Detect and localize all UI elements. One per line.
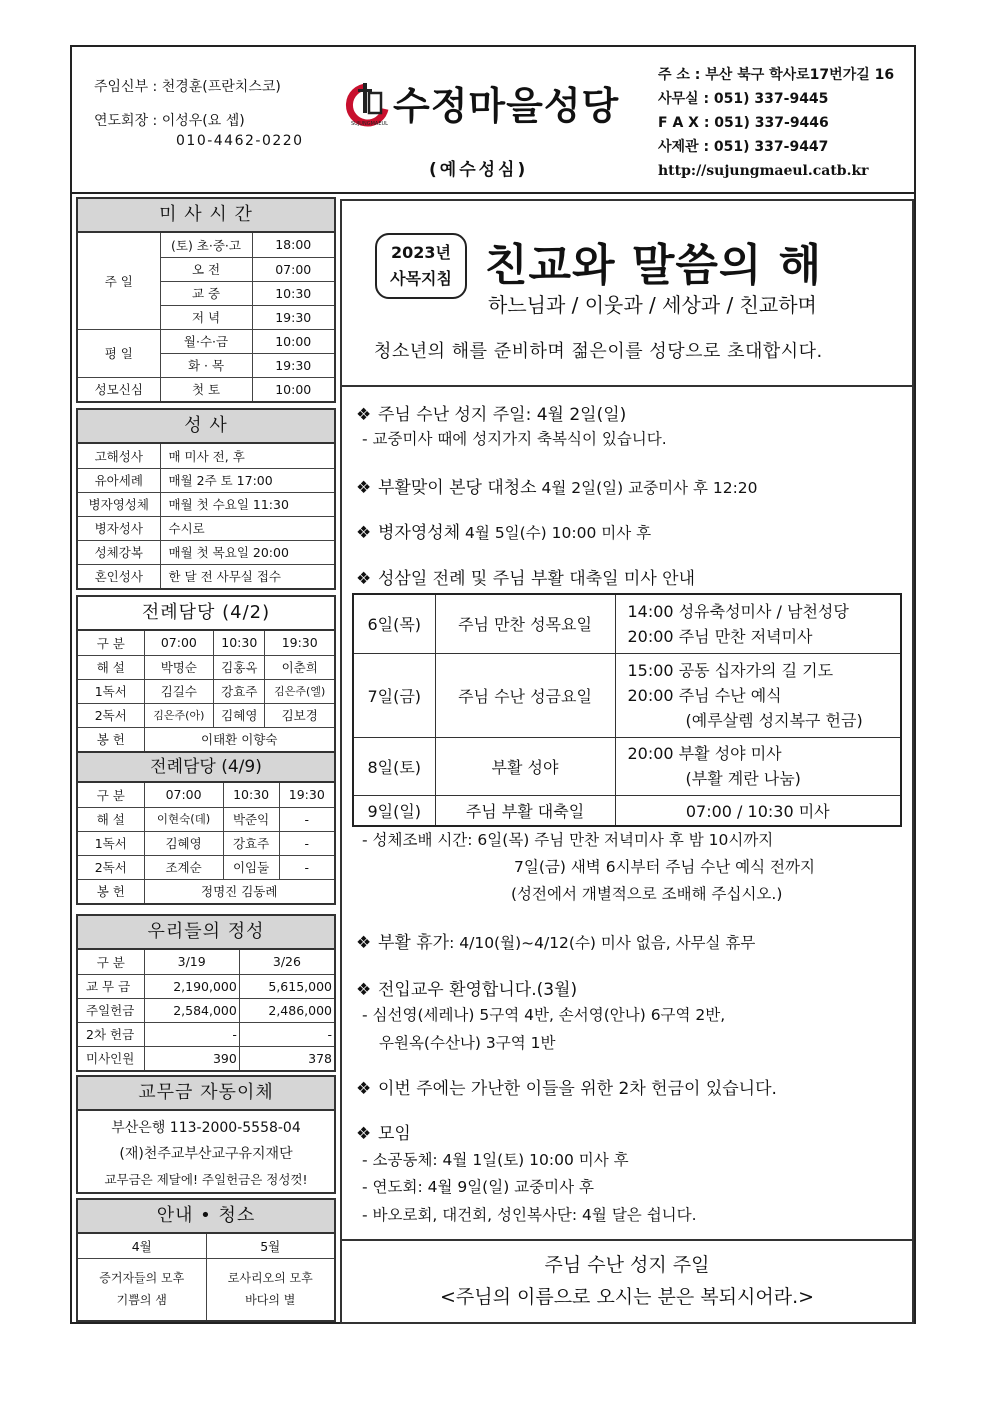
liturgy-head: 구 분	[78, 783, 144, 807]
office-phone: 사무실 : 051) 337-9445	[658, 91, 829, 107]
offering-title: 우리들의 정성	[78, 916, 334, 950]
offering-label: 주일헌금	[78, 998, 144, 1022]
council-phone: 010-4462-0220	[176, 133, 304, 149]
badge-label: 사목지침	[390, 269, 452, 288]
notice-detail: : 4/10(월)~4/12(수) 미사 없음, 사무실 휴무	[449, 934, 756, 952]
sacrament-info: 매 미사 전, 후	[160, 444, 334, 468]
offering-box	[76, 914, 336, 1072]
liturgy-head: 19:30	[279, 783, 334, 807]
notice-title: 모임	[378, 1124, 411, 1144]
schedule-line: (예루살렘 성지복구 헌금)	[685, 710, 863, 730]
mass-time: 10:30	[252, 281, 334, 305]
mass-time: 19:30	[252, 353, 334, 377]
meeting-line: - 바오로회, 대건회, 성인복사단: 4월 달은 쉽니다.	[362, 1206, 697, 1224]
liturgy-role: 해 설	[78, 655, 144, 679]
schedule-day: 9일(일)	[353, 795, 435, 826]
pastoral-banner	[342, 201, 912, 387]
contact-info	[658, 63, 894, 183]
group-name: 바다의 별	[245, 1293, 296, 1308]
notice-title: 병자영성체	[378, 523, 461, 543]
liturgy-head: 19:30	[265, 631, 334, 655]
mass-times-table	[78, 233, 334, 401]
offering-amount: 2,486,000	[239, 998, 334, 1022]
year-theme: 친교와 말씀의 해	[485, 240, 823, 291]
account-holder: (재)천주교부산교구유지재단	[119, 1146, 293, 1162]
offering-label: 교 무 금	[78, 974, 144, 998]
bullet-icon: ❖	[356, 980, 372, 1000]
mass-name: 저 녁	[160, 305, 252, 329]
sunday-label: 주 일	[78, 233, 160, 329]
autopay-title: 교무금 자동이체	[78, 1077, 334, 1111]
sacrament-info: 매월 첫 목요일 20:00	[160, 540, 334, 564]
mass-name: (토) 초·중·고	[160, 233, 252, 257]
offering-label: 2차 헌금	[78, 1022, 144, 1046]
mass-name: 교 중	[160, 281, 252, 305]
notice-title: 이번 주에는 가난한 이들을 위한 2차 헌금이 있습니다.	[378, 1079, 777, 1099]
schedule-times	[615, 594, 901, 653]
schedule-line: 14:00 성유축성미사 / 남천성당	[627, 601, 849, 621]
liturgy-cell: 강효주	[214, 679, 265, 703]
offering-table	[78, 950, 334, 1070]
liturgy-cell: 김길수	[144, 679, 214, 703]
offertory-names: 정명진 김동례	[144, 879, 334, 903]
mass-name: 화 · 목	[160, 353, 252, 377]
liturgy-cell: 김혜영	[214, 703, 265, 727]
sacrament-info: 매월 첫 수요일 11:30	[160, 492, 334, 516]
meeting-line: - 소공동체: 4월 1일(토) 10:00 미사 후	[362, 1151, 629, 1169]
offering-amount: -	[144, 1022, 239, 1046]
sacrament-name: 병자성사	[78, 516, 160, 540]
parish-logo	[345, 75, 650, 131]
bullet-icon: ❖	[356, 569, 372, 589]
notice-second-collection	[356, 1074, 777, 1099]
liturgy-table-0402	[78, 631, 334, 751]
offering-head: 3/26	[239, 950, 334, 974]
liturgy-box	[76, 595, 336, 905]
liturgy-head: 10:30	[214, 631, 265, 655]
mass-time: 10:00	[252, 377, 334, 401]
notice-communion-sick	[356, 518, 651, 543]
sacraments-table	[78, 444, 334, 588]
theme-invitation: 청소년의 해를 준비하며 젊은이를 성당으로 초대합시다.	[374, 341, 823, 362]
sacrament-info: 매월 2주 토 17:00	[160, 468, 334, 492]
schedule-liturgy: 주님 만찬 성목요일	[435, 594, 615, 653]
schedule-day: 8일(토)	[353, 737, 435, 795]
notice-title: 부활맞이 본당 대청소	[378, 478, 537, 498]
cleaning-group-april	[78, 1258, 206, 1320]
adoration-line-2: 7일(금) 새벽 6시부터 주님 수난 예식 전까지	[514, 858, 815, 876]
schedule-line: 20:00 부활 성야 미사	[627, 744, 782, 763]
schedule-day: 7일(금)	[353, 653, 435, 737]
bulletin-header	[72, 47, 914, 194]
liturgy-cell: 이현숙(데)	[144, 807, 223, 831]
liturgy-table-0409	[78, 783, 334, 903]
liturgy-role: 봉 헌	[78, 879, 144, 903]
notice-triduum	[356, 564, 695, 589]
liturgy-cell: -	[279, 807, 334, 831]
offering-amount: -	[239, 1022, 334, 1046]
parish-name: 수정마을성당	[393, 84, 620, 128]
autopay-body	[78, 1111, 334, 1193]
notice-title: 성삼일 전례 및 주님 부활 대축일 미사 안내	[378, 569, 696, 589]
notice-meetings	[356, 1119, 411, 1144]
liturgy-cell: 이임둘	[223, 855, 279, 879]
bullet-icon: ❖	[356, 1124, 372, 1144]
cleaning-box	[76, 1198, 336, 1322]
adoration-line-3: (성전에서 개별적으로 조배해 주십시오.)	[511, 885, 783, 903]
sacrament-name: 병자영성체	[78, 492, 160, 516]
liturgy-cell: 김은주(엘)	[265, 679, 334, 703]
sacrament-info: 수시로	[160, 516, 334, 540]
offering-amount: 378	[239, 1046, 334, 1070]
notice-detail: 4월 5일(수) 10:00 미사 후	[460, 524, 652, 542]
cleaning-month: 4월	[78, 1234, 206, 1258]
offering-head: 구 분	[78, 950, 144, 974]
church-logo-icon	[345, 79, 389, 127]
weekday-label: 평 일	[78, 329, 160, 377]
mass-name: 첫 토	[160, 377, 252, 401]
liturgy-cell: 강효주	[223, 831, 279, 855]
schedule-liturgy: 부활 성야	[435, 737, 615, 795]
sacraments-box	[76, 408, 336, 590]
liturgy-cell: 김보경	[265, 703, 334, 727]
bullet-icon: ❖	[356, 1079, 372, 1099]
sacrament-name: 유아세례	[78, 468, 160, 492]
bullet-icon: ❖	[356, 405, 372, 425]
schedule-line: 20:00 주님 수난 예식	[627, 685, 782, 705]
adoration-line-1: - 성체조배 시간: 6일(목) 주님 만찬 저녁미사 후 밤 10시까지	[362, 831, 774, 849]
group-name: 로사리오의 모후	[227, 1271, 313, 1286]
rectory-phone: 사제관 : 051) 337-9447	[658, 139, 829, 155]
liturgy-title-0402: 전례담당 (4/2)	[78, 597, 334, 631]
badge-year: 2023년	[391, 243, 451, 262]
sacrament-info: 한 달 전 사무실 접수	[160, 564, 334, 588]
schedule-line: (부활 계란 나눔)	[685, 769, 801, 788]
mass-times-box	[76, 197, 336, 403]
mass-time: 07:00	[252, 257, 334, 281]
liturgy-role: 2독서	[78, 703, 144, 727]
offering-amount: 2,584,000	[144, 998, 239, 1022]
schedule-line: 07:00 / 10:30 미사	[615, 795, 901, 826]
sunday-verse: <주님의 이름으로 오시는 분은 복되시어라.>	[439, 1286, 815, 1308]
notice-new-members	[356, 975, 577, 1000]
sunday-title-box	[342, 1239, 912, 1324]
sunday-title: 주님 수난 성지 주일	[544, 1254, 710, 1276]
council-head: 연도회장 : 이성우(요 셉)	[94, 113, 245, 129]
cleaning-month: 5월	[206, 1234, 334, 1258]
liturgy-role: 해 설	[78, 807, 144, 831]
notice-detail: 4월 2일(일) 교중미사 후 12:20	[536, 479, 758, 497]
offering-amount: 5,615,000	[239, 974, 334, 998]
autopay-box	[76, 1075, 336, 1194]
main-content	[340, 199, 914, 1324]
liturgy-role: 봉 헌	[78, 727, 144, 751]
schedule-times	[615, 653, 901, 737]
offering-amount: 2,190,000	[144, 974, 239, 998]
new-members-line-2: 우원옥(수산나) 3구역 1반	[379, 1034, 556, 1052]
address: 주 소 : 부산 북구 학사로17번가길 16	[658, 67, 895, 83]
cleaning-table	[78, 1234, 334, 1320]
triduum-schedule	[352, 593, 902, 827]
liturgy-cell: -	[279, 831, 334, 855]
meeting-line: - 연도회: 4월 9일(일) 교중미사 후	[362, 1178, 594, 1196]
mass-name: 오 전	[160, 257, 252, 281]
notice-cleaning	[356, 473, 758, 498]
new-members-line-1: - 심선영(세레나) 5구역 4반, 손서영(안나) 6구역 2반,	[362, 1006, 726, 1024]
liturgy-role: 1독서	[78, 679, 144, 703]
liturgy-cell: 이춘희	[265, 655, 334, 679]
liturgy-head: 구 분	[78, 631, 144, 655]
bullet-icon: ❖	[356, 478, 372, 498]
bulletin-page	[70, 45, 916, 1324]
liturgy-role: 2독서	[78, 855, 144, 879]
liturgy-head: 10:30	[223, 783, 279, 807]
schedule-liturgy: 주님 부활 대축일	[435, 795, 615, 826]
schedule-liturgy: 주님 수난 성금요일	[435, 653, 615, 737]
notice-title: 부활 휴가	[378, 933, 450, 953]
theme-subtitle: 하느님과 / 이웃과 / 세상과 / 친교하며	[488, 293, 817, 317]
notice-detail: - 교중미사 때에 성지가지 축복식이 있습니다.	[362, 430, 667, 448]
svg-text:SUJUNGMAEUL: SUJUNGMAEUL	[351, 121, 388, 127]
bullet-icon: ❖	[356, 523, 372, 543]
sacraments-title: 성 사	[78, 410, 334, 444]
liturgy-cell: 김혜영	[144, 831, 223, 855]
sacrament-name: 혼인성사	[78, 564, 160, 588]
autopay-note: 교무금은 제달에! 주일헌금은 정성껏!	[104, 1172, 308, 1187]
clergy-info	[94, 77, 304, 151]
liturgy-cell: -	[279, 855, 334, 879]
schedule-day: 6일(목)	[353, 594, 435, 653]
notice-title: 주님 수난 성지 주일: 4월 2일(일)	[378, 405, 627, 425]
mass-time: 18:00	[252, 233, 334, 257]
schedule-line: 15:00 공동 십자가의 길 기도	[627, 660, 834, 680]
bullet-icon: ❖	[356, 933, 372, 953]
sacrament-name: 성체강복	[78, 540, 160, 564]
cleaning-group-may	[206, 1258, 334, 1320]
liturgy-role: 1독서	[78, 831, 144, 855]
mass-times-title: 미 사 시 간	[78, 199, 334, 233]
offering-amount: 390	[144, 1046, 239, 1070]
liturgy-cell: 박준익	[223, 807, 279, 831]
schedule-line: 20:00 주님 만찬 저녁미사	[627, 626, 813, 646]
group-name: 증거자들의 모후	[99, 1271, 185, 1286]
offertory-names: 이태환 이향숙	[144, 727, 334, 751]
liturgy-title-0409: 전례담당 (4/9)	[78, 751, 334, 783]
schedule-times	[615, 737, 901, 795]
cleaning-title: 안내 • 청소	[78, 1200, 334, 1234]
offering-head: 3/19	[144, 950, 239, 974]
website-link[interactable]: http://sujungmaeul.catb.kr	[658, 163, 869, 179]
liturgy-cell: 김홍옥	[214, 655, 265, 679]
mass-time: 19:30	[252, 305, 334, 329]
fax-number: F A X : 051) 337-9446	[658, 115, 829, 131]
notice-easter-holiday	[356, 928, 755, 953]
liturgy-cell: 김은주(아)	[144, 703, 214, 727]
sacrament-name: 고해성사	[78, 444, 160, 468]
bank-account: 부산은행 113-2000-5558-04	[111, 1120, 301, 1136]
notice-title: 전입교우 환영합니다.(3월)	[378, 980, 578, 1000]
season-label: (예수성심)	[429, 160, 529, 180]
mass-time: 10:00	[252, 329, 334, 353]
offering-label: 미사인원	[78, 1046, 144, 1070]
liturgy-head: 07:00	[144, 631, 214, 655]
liturgy-head: 07:00	[144, 783, 223, 807]
mary-label: 성모신심	[78, 377, 160, 401]
notice-palm-sunday	[356, 400, 626, 425]
liturgy-cell: 박명순	[144, 655, 214, 679]
group-name: 기쁨의 샘	[116, 1293, 167, 1308]
pastor-name: 주임신부 : 천경훈(프란치스코)	[94, 79, 281, 95]
mass-name: 월·수·금	[160, 329, 252, 353]
year-badge	[375, 233, 467, 299]
liturgy-cell: 조계순	[144, 855, 223, 879]
